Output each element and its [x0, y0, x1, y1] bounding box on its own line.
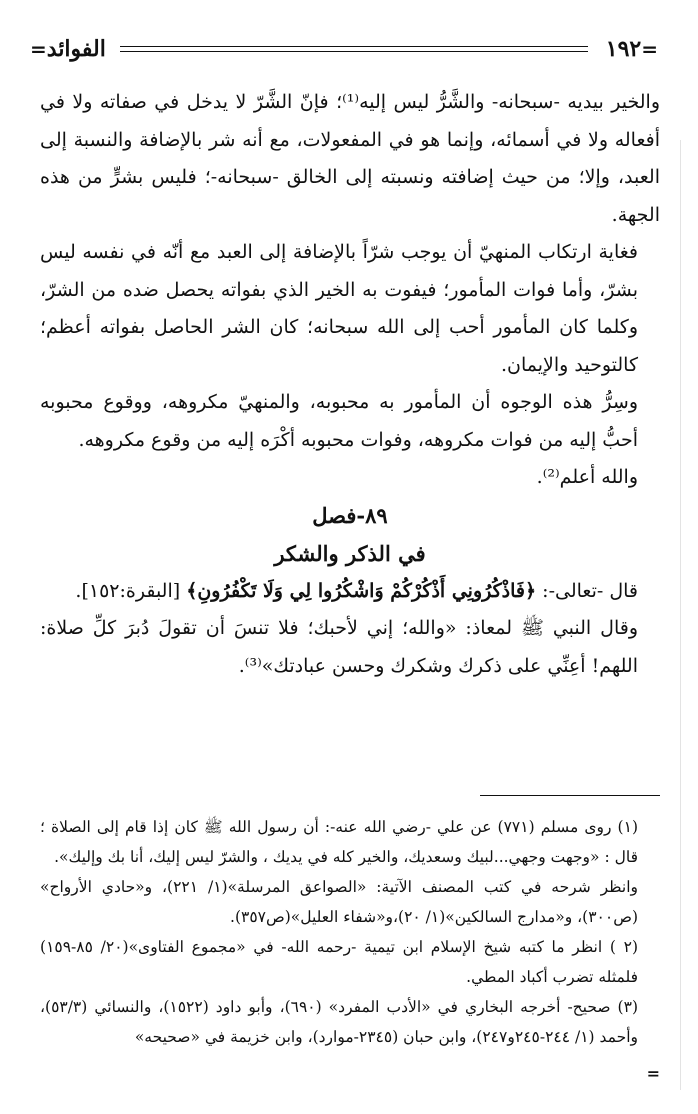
footnote-2: (٢ ) انظر ما كتبه شيخ الإسلام ابن تيمية -رحمه الله- في «مجموع الفتاوى»(٢٠/ ٨٥-١٥٩) فلمثله تضرب أكباد المطي. [40, 938, 638, 986]
footnotes [40, 812, 660, 1052]
paragraph-3: وسِرُّ هذه الوجوه أن المأمور به محبوبه، والمنهيّ مكروهه، ووقوع محبوبه أحبُّ إليه من فوات مكروهه، وفوات محبوبه أكْرَه إليه من وقوع مكروهه. [40, 391, 639, 451]
quran-reference: [البقرة:١٥٢]. [75, 579, 181, 602]
quran-paragraph [40, 573, 660, 611]
paragraph-4: والله أعلم⁽²⁾. [536, 466, 638, 488]
quran-verse: ﴿فَاذْكُرُونِي أَذْكُرْكُمْ وَاشْكُرُوا لِي وَلَا تَكْفُرُونِ﴾ [186, 579, 537, 602]
paragraph-2: فغاية ارتكاب المنهيّ أن يوجب شرّاً بالإضافة إلى العبد مع أنّه في نفسه ليس بشرّ، وأما فوات المأمور؛ فيفوت به الخير الذي بفواته يحصل ضده من الشرّ، وكلما كان المأمور أحب إلى الله سبحانه؛ كان الشر الحاصل بفواته أعظم؛ كالتوحيد والإيمان. [40, 241, 638, 376]
header-dash-left: = [30, 37, 47, 61]
section-number-title: ٨٩-فصل [312, 502, 388, 528]
bottom-mark: = [646, 1064, 660, 1083]
page-number: ١٩٢ [605, 36, 642, 62]
page-header [30, 34, 658, 64]
header-dash-right: = [641, 37, 658, 61]
main-text [40, 84, 660, 685]
section-subtitle: في الذكر والشكر [274, 540, 426, 566]
footnote-3: (٣) صحيح- أخرجه البخاري في «الأدب المفرد» (٦٩٠)، وأبو داود (١٥٢٢)، والنسائي (٥٣/٣)، وأحمد (١/ ٢٤٤-٢٤٥و٢٤٧)، وابن حبان (٢٣٤٥-موارد)، وابن خزيمة في «صحيحه» [40, 998, 638, 1046]
book-title: الفوائد [46, 36, 106, 62]
footnote-1-continued: وانظر شرحه في كتب المصنف الآتية: «الصواعق المرسلة»(١/ ٢٢١)، و«حادي الأرواح» (ص٣٠٠)، و«مدارج السالكين»(١/ ٢٠)،و«شفاء العليل»(ص٣٥٧). [40, 878, 638, 926]
footnote-separator [480, 795, 660, 796]
hadith-paragraph: وقال النبي ﷺ لمعاذ: «والله؛ إني لأحبك؛ فلا تنسَ أن تقولَ دُبرَ كلِّ صلاة: اللهم! أعِنِّي على ذكرك وشكرك وحسن عبادتك»⁽³⁾. [40, 617, 638, 677]
footnote-1: (١) روى مسلم (٧٧١) عن علي -رضي الله عنه-: أن رسول الله ﷺ كان إذا قام إلى الصلاة ؛ قال : «وجهت وجهي...لبيك وسعديك، والخير كله في يديك ، والشرّ ليس إليك، أنا بك وإليك». [40, 818, 638, 866]
header-rule [120, 46, 588, 52]
page-edge-line [680, 140, 681, 1090]
quran-intro: قال -تعالى-: [536, 579, 638, 602]
paragraph-1: والخير بيديه -سبحانه- والشَّرُّ ليس إليه⁽¹⁾؛ فإنّ الشَّرّ لا يدخل في صفاته ولا في أفعاله ولا في أسمائه، وإنما هو في المفعولات، مع أنه شر بالإضافة والنسبة إلى العبد، وإلا؛ من حيث إضافته ونسبته إلى الخالق -سبحانه-؛ فليس بشرٍّ من هذه الجهة. [40, 91, 661, 226]
